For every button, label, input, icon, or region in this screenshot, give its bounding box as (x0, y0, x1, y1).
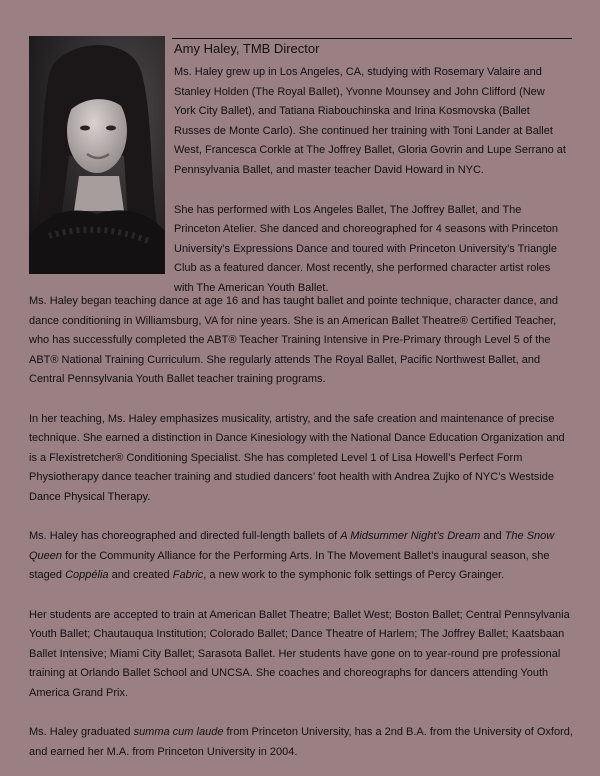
ballet-title-fabric: Fabric (172, 569, 204, 582)
teaching-paragraph: Ms. Haley began teaching dance at age 16 and has taught ballet and pointe technique, character dance, and dance conditioning in Williamsburg, VA for nine years. She is an American Ballet Theatre® Certified Teacher, who has successfully completed the ABT® Teacher Training Intensive in Pre-Primary through Level 5 of the ABT® National Training Curriculum. She regularly attends The Royal Ballet, Pacific Northwest Ballet, and Central Pennsylvania Youth Ballet teacher training programs. (29, 295, 558, 386)
education-paragraph (29, 723, 574, 762)
text-span: Ms. Haley graduated (29, 726, 134, 739)
text-span: Ms. Haley has choreographed and directed full-length ballets of (29, 530, 341, 543)
header-rule (172, 38, 572, 39)
intro-paragraph-2: She has performed with Los Angeles Ballet, The Joffrey Ballet, and The Princeton Atelier. She danced and choreographed for 4 seasons with Princeton University’s Expressions Dance and toured with Princeton University’s Triangle Club as a featured dancer. Most recently, she performed character artist roles with The American Youth Ballet. (174, 203, 559, 294)
text-span: and (480, 530, 505, 543)
ballet-title-snow-queen: The Snow Queen (29, 530, 555, 562)
portrait-photo (29, 36, 165, 274)
ballet-title-midsummer: A Midsummer Night’s Dream (340, 530, 481, 543)
choreography-paragraph (29, 527, 574, 586)
text-span: and created (108, 569, 173, 582)
text-span: from Princeton University, has a 2nd B.A. from the University of Oxford, and earned her M.A. from Princeton University in 2004. (29, 726, 573, 758)
technique-paragraph: In her teaching, Ms. Haley emphasizes musicality, artistry, and the safe creation and maintenance of precise technique. She earned a distinction in Dance Kinesiology with the National Dance Education Organization and is a Flexistretcher® Conditioning Specialist. She has completed Level 1 of Lisa Howell’s Perfect Form Physiotherapy dance teacher training and studied dancers’ foot health with Andrea Zujko of NYC’s Westside Dance Physical Therapy. (29, 412, 565, 503)
bio-body (29, 292, 574, 762)
text-span: for the Community Alliance for the Performing Arts. In The Movement Ballet’s inaugural season, she staged (29, 549, 550, 582)
text-span: , a new work to the symphonic folk settings of Percy Grainger. (203, 569, 505, 582)
intro-paragraph-1: Ms. Haley grew up in Los Angeles, CA, studying with Rosemary Valaire and Stanley Holden (The Royal Ballet), Yvonne Mounsey and John Clifford (New York City Ballet), and Tatiana Riabouchinska and Irina Kosmovska (Ballet Russes de Monte Carlo). She continued her training with Toni Lander at Ballet West, Francesca Corkle at The Joffrey Ballet, Gloria Govrin and Lupe Serrano at Pennsylvania Ballet, and master teacher David Howard in NYC. (174, 66, 566, 176)
students-paragraph: Her students are accepted to train at American Ballet Theatre; Ballet West; Boston Ballet; Central Pennsylvania Youth Ballet; Chautauqua Institution; Colorado Ballet; Dance Theatre of Harlem; The Joffrey Ballet; Kaatsbaan Ballet Intensive; Miami City Ballet; Sarasota Ballet. Her students have gone on to year-round pre professional training at Orlando Ballet School and UNCSA. She coaches and choreographs for dancers attending Youth America Grand Prix. (29, 608, 570, 699)
honors-phrase: summa cum laude (133, 726, 224, 739)
intro-section (174, 63, 569, 319)
page-title: Amy Haley, TMB Director (174, 41, 320, 56)
ballet-title-coppelia: Coppélia (65, 569, 109, 582)
